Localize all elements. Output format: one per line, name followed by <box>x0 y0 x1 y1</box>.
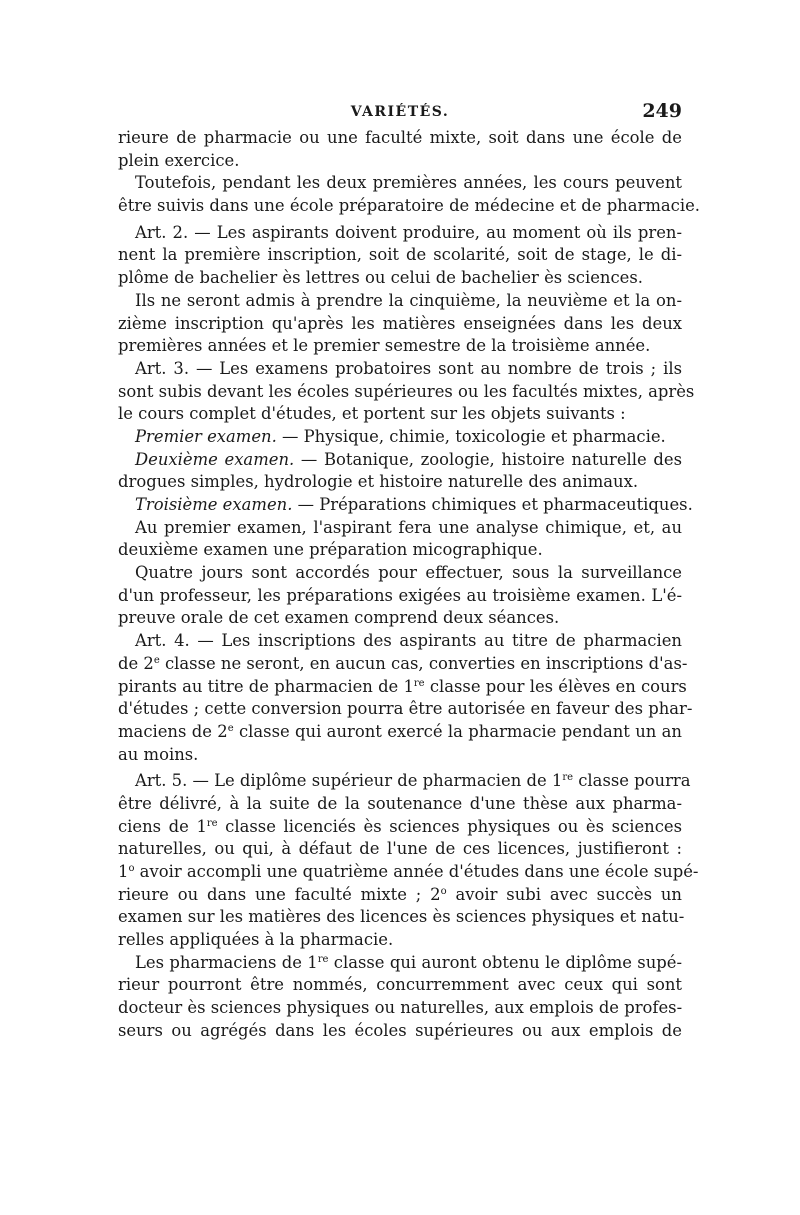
superscript: o <box>128 863 135 874</box>
text-line: plein exercice. <box>118 150 240 170</box>
text-line: le cours complet d'études, et portent sur les objets suivants : <box>118 404 626 424</box>
superscript: re <box>562 772 574 784</box>
text-line: nent la première inscription, soit de scolarité, soit de stage, le di- <box>118 245 682 265</box>
text-span: rieure ou dans une faculté mixte ; 2 <box>118 884 441 904</box>
page-header <box>118 100 682 124</box>
running-title: VARIÉTÉS. <box>350 104 450 120</box>
text-line: sont subis devant les écoles supérieures ou les facultés mixtes, après <box>118 381 695 401</box>
superscript: re <box>413 677 425 689</box>
text-line: plôme de bachelier ès lettres ou celui de bachelier ès sciences. <box>118 268 643 288</box>
text-span: classe ne seront, en aucun cas, converties en inscriptions d'as- <box>159 653 688 673</box>
exam-text: — Préparations chimiques et pharmaceutiques. <box>297 495 693 514</box>
text-span: classe licenciés ès sciences physiques ou ès sciences <box>217 816 682 836</box>
text-span: pirants au titre de pharmacien de 1 <box>118 676 414 696</box>
text-line: deuxième examen une préparation micographique. <box>118 540 543 560</box>
text-line: Quatre jours sont accordés pour effectuer, sous la surveillance <box>135 563 682 583</box>
text-line <box>118 884 682 907</box>
text-line <box>118 816 682 839</box>
superscript: e <box>227 722 234 734</box>
text-line: Art. 3. — Les examens probatoires sont au nombre de trois ; ils <box>135 358 682 378</box>
text-line: naturelles, ou qui, à défaut de l'une de ces licences, justifieront : <box>118 839 682 859</box>
text-line <box>118 861 699 884</box>
text-line: être suivis dans une école préparatoire de médecine et de pharmacie. <box>118 196 700 216</box>
text-span: classe pour les élèves en cours <box>424 676 687 696</box>
text-line: Art. 2. — Les aspirants doivent produire, au moment où ils pren- <box>135 222 682 242</box>
text-line: relles appliquées à la pharmacie. <box>118 930 394 950</box>
superscript: re <box>206 817 218 829</box>
exam-label: Troisième examen. <box>135 495 293 514</box>
text-line: être délivré, à la suite de la soutenance d'une thèse aux pharma- <box>118 793 682 813</box>
page-number: 249 <box>642 100 682 122</box>
text-span: classe qui auront exercé la pharmacie pendant un an <box>233 721 682 741</box>
text-span: ciens de 1 <box>118 816 207 836</box>
text-span: classe pourra <box>573 771 691 791</box>
exam-label: Premier examen. <box>135 426 277 446</box>
text-line: premières années et le premier semestre de la troisième année. <box>118 336 651 356</box>
text-line: seurs ou agrégés dans les écoles supérieures ou aux emplois de <box>118 1020 682 1040</box>
text-line: d'un professeur, les préparations exigées au troisième examen. L'é- <box>118 585 682 605</box>
text-line: rieure de pharmacie ou une faculté mixte, soit dans une école de <box>118 128 682 147</box>
text-line: au moins. <box>118 744 199 764</box>
text-span: avoir accompli une quatrième année d'études dans une école supé- <box>134 862 699 881</box>
exam-text: — Physique, chimie, toxicologie et pharmacie. <box>276 426 666 446</box>
text-span: classe qui auront obtenu le diplôme supé- <box>328 952 682 972</box>
text-line: Au premier examen, l'aspirant fera une analyse chimique, et, au <box>135 517 682 537</box>
superscript: re <box>317 953 329 965</box>
superscript: e <box>153 654 160 666</box>
text-span: avoir subi avec succès un <box>446 884 682 904</box>
text-line <box>118 770 691 793</box>
text-line: zième inscription qu'après les matières enseignées dans les deux <box>118 313 682 333</box>
superscript: o <box>440 885 447 897</box>
exam-text: — Botanique, zoologie, histoire naturelle des <box>300 449 682 469</box>
text-line: Toutefois, pendant les deux premières années, les cours peuvent <box>135 173 682 193</box>
text-line <box>118 449 682 472</box>
text-line: preuve orale de cet examen comprend deux séances. <box>118 608 560 628</box>
text-line <box>118 676 687 699</box>
text-line <box>118 721 682 744</box>
text-line: drogues simples, hydrologie et histoire naturelle des animaux. <box>118 472 639 492</box>
text-line: docteur ès sciences physiques ou naturelles, aux emplois de profes- <box>118 998 683 1018</box>
body-text <box>118 127 700 1043</box>
text-span: Art. 5. — Le diplôme supérieur de pharmacien de 1 <box>135 771 563 791</box>
text-line: examen sur les matières des licences ès sciences physiques et natu- <box>118 907 685 927</box>
text-line <box>118 494 693 517</box>
text-line <box>118 653 688 676</box>
text-line <box>118 426 682 449</box>
text-line: Art. 4. — Les inscriptions des aspirants au titre de pharmacien <box>135 631 682 651</box>
exam-label: Deuxième examen. <box>135 449 295 469</box>
text-span: de 2 <box>118 653 154 673</box>
text-line <box>118 952 682 975</box>
text-line: rieur pourront être nommés, concurremment avec ceux qui sont <box>118 975 682 995</box>
text-span: 1 <box>118 862 129 881</box>
text-span: Les pharmaciens de 1 <box>135 952 318 972</box>
text-line: Ils ne seront admis à prendre la cinquième, la neuvième et la on- <box>135 290 682 310</box>
text-span: maciens de 2 <box>118 721 228 741</box>
text-line: d'études ; cette conversion pourra être autorisée en faveur des phar- <box>118 699 693 719</box>
